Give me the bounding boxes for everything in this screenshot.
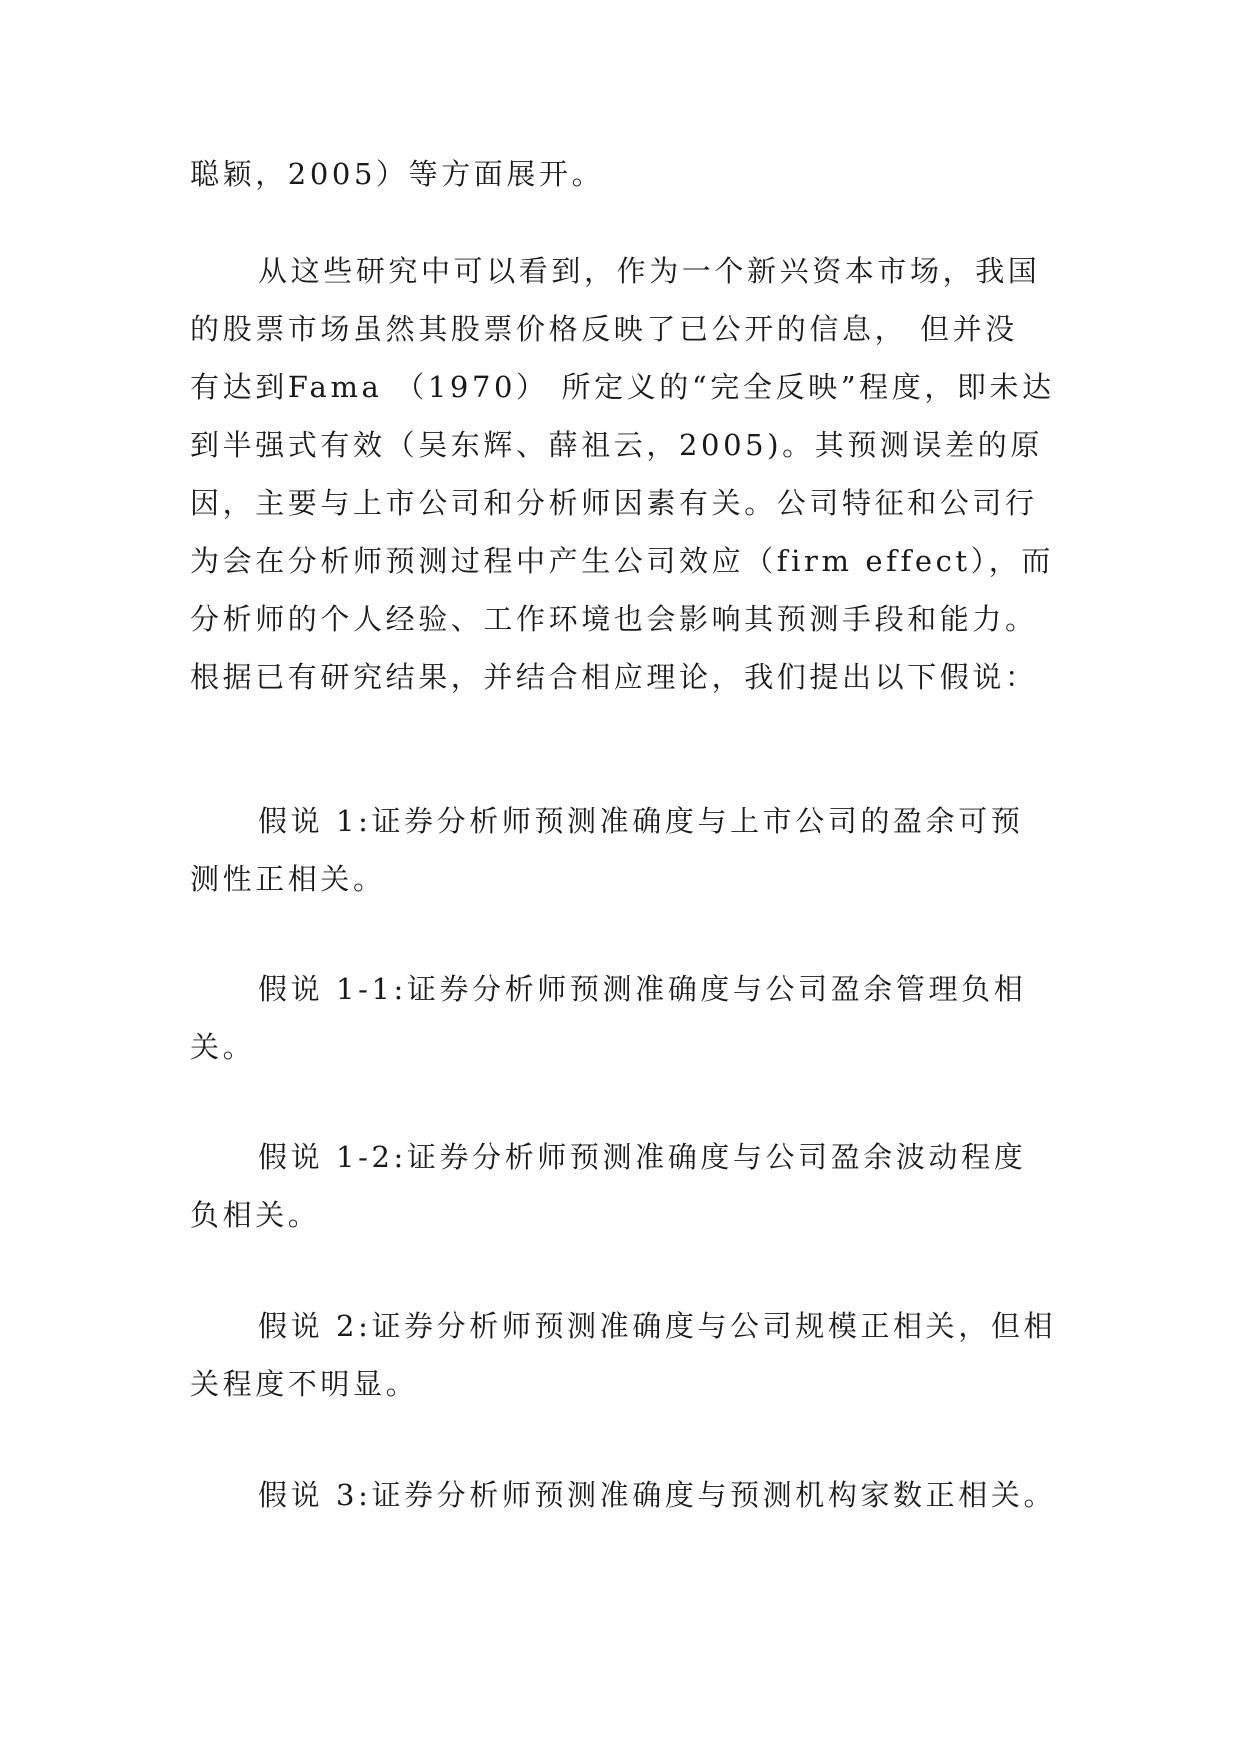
text-line: 的股票市场虽然其股票价格反映了已公开的信息， 但并没 — [190, 312, 1018, 346]
text-line: 聪颖，2005）等方面展开。 — [190, 157, 605, 191]
text-line: 假说 1-1:证券分析师预测准确度与公司盈余管理负相 — [258, 972, 1027, 1006]
text-line: 测性正相关。 — [190, 862, 386, 896]
text-line: 从这些研究中可以看到，作为一个新兴资本市场，我国 — [258, 254, 1041, 288]
text-line: 假说 3:证券分析师预测准确度与预测机构家数正相关。 — [258, 1478, 1057, 1512]
hypothesis-1 — [190, 792, 1070, 908]
text-line: 因，主要与上市公司和分析师因素有关。公司特征和公司行 — [190, 486, 1038, 520]
text-line: 到半强式有效（吴东辉、薛祖云，2005)。其预测误差的原 — [190, 428, 1043, 462]
text-line: 分析师的个人经验、工作环境也会影响其预测手段和能力。 — [190, 602, 1038, 636]
text-line: 根据已有研究结果，并结合相应理论，我们提出以下假说： — [190, 660, 1038, 694]
text-line: 假说 1-2:证券分析师预测准确度与公司盈余波动程度 — [258, 1140, 1027, 1174]
text-line: 为会在分析师预测过程中产生公司效应（firm effect），而 — [190, 544, 1054, 578]
hypothesis-1-1 — [190, 960, 1070, 1076]
text-line: 负相关。 — [190, 1198, 321, 1232]
text-line: 假说 1:证券分析师预测准确度与上市公司的盈余可预 — [258, 804, 1024, 838]
paragraph-continuation — [190, 145, 1070, 203]
hypothesis-2 — [190, 1297, 1070, 1413]
text-line: 关。 — [190, 1030, 256, 1064]
text-line: 关程度不明显。 — [190, 1367, 419, 1401]
text-line: 有达到Fama （1970） 所定义的“完全反映”程度，即未达 — [190, 370, 1055, 404]
paragraph-discussion — [190, 242, 1070, 706]
hypothesis-3 — [190, 1466, 1070, 1524]
text-line: 假说 2:证券分析师预测准确度与公司规模正相关，但相 — [258, 1309, 1057, 1343]
hypothesis-1-2 — [190, 1128, 1070, 1244]
